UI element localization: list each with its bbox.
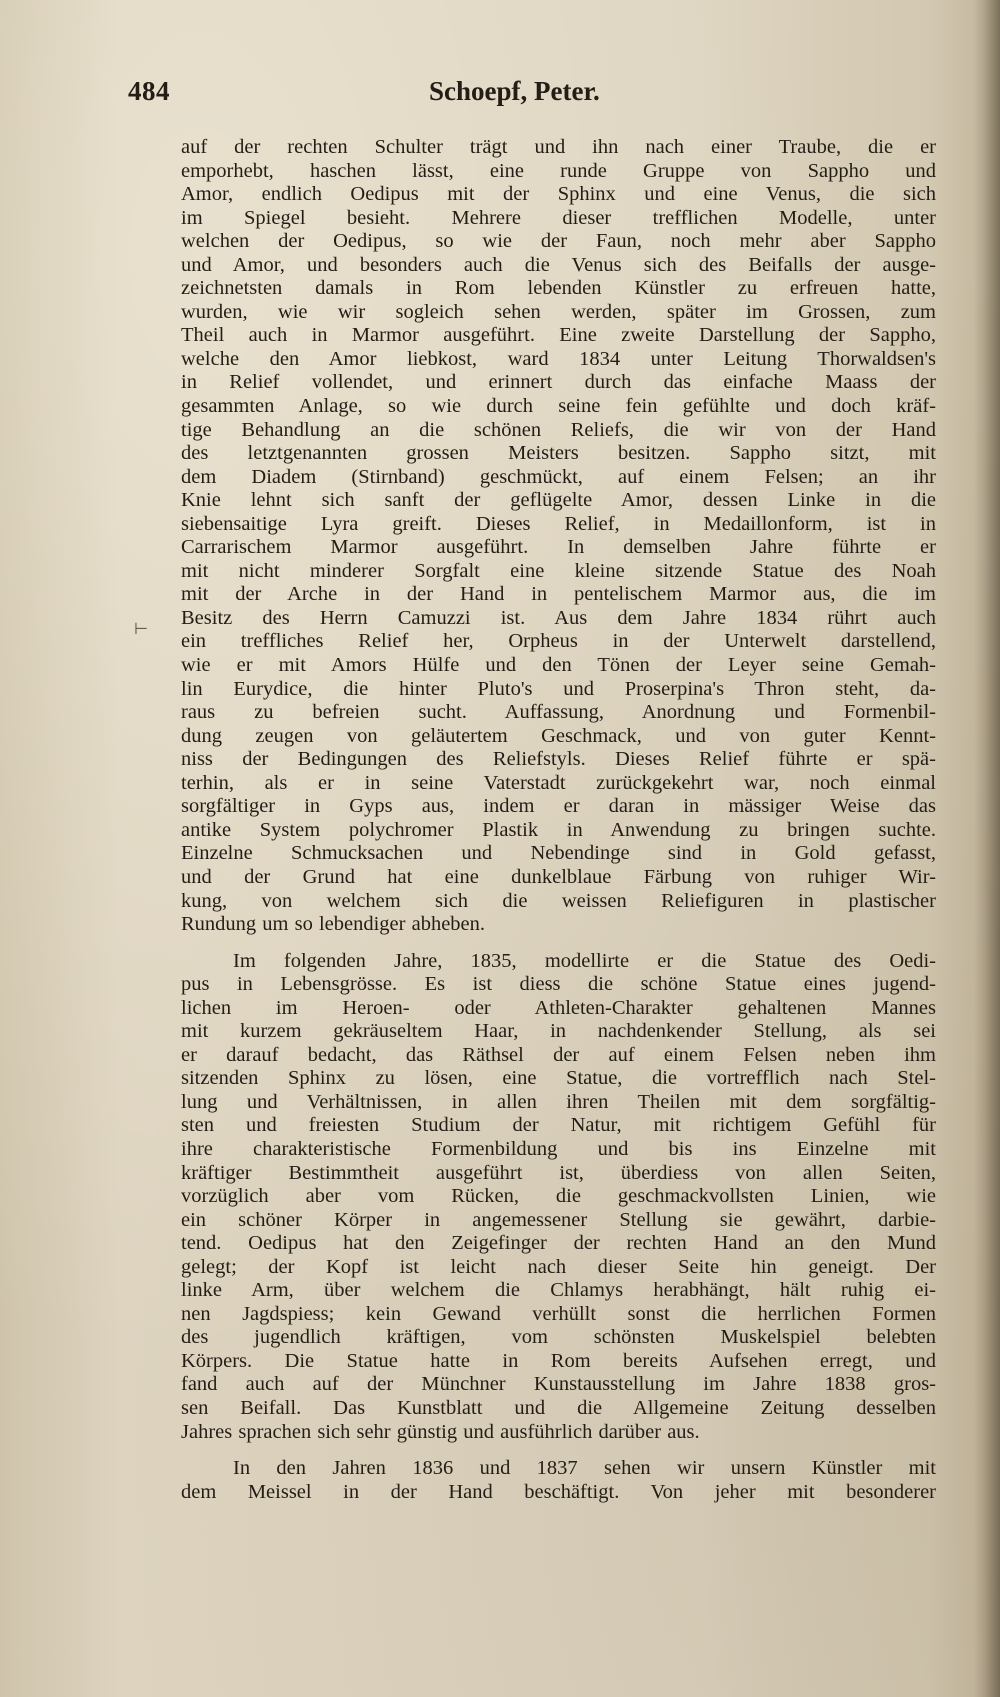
- text-line: auf der rechten Schulter trägt und ihn nach einer Traube, die er: [181, 136, 936, 158]
- text-line: tend. Oedipus hat den Zeigefinger der rechten Hand an den Mund: [181, 1232, 936, 1255]
- paragraph-gap: [181, 937, 936, 950]
- text-line: Carrarischem Marmor ausgeführt. In demselben Jahre führte er: [181, 536, 936, 559]
- paragraph-gap: [181, 1444, 936, 1457]
- text-line: mit der Arche in der Hand in pentelischem Marmor aus, die im: [181, 583, 936, 606]
- text-line: und der Grund hat eine dunkelblaue Färbung von ruhiger Wir-: [181, 865, 936, 888]
- text-line: terhin, als er in seine Vaterstadt zurückgekehrt war, noch einmal: [181, 771, 936, 794]
- text-line: emporhebt, haschen lässt, eine runde Gruppe von Sappho und: [181, 159, 936, 182]
- text-line: ein treffliches Relief her, Orpheus in der Unterwelt darstellend,: [181, 630, 936, 653]
- text-line: lung und Verhältnissen, in allen ihren Theilen mit dem sorgfältig-: [181, 1090, 936, 1113]
- text-line: Einzelne Schmucksachen und Nebendinge sind in Gold gefasst,: [181, 842, 936, 865]
- text-line: wie er mit Amors Hülfe und den Tönen der Leyer seine Gemah-: [181, 654, 936, 677]
- text-line: In den Jahren 1836 und 1837 sehen wir unsern Künstler mit: [233, 1457, 936, 1480]
- text-line: Besitz des Herrn Camuzzi ist. Aus dem Jahre 1834 rührt auch: [181, 606, 936, 629]
- text-line: wurden, wie wir sogleich sehen werden, später im Grossen, zum: [181, 300, 936, 323]
- text-line: tige Behandlung an die schönen Reliefs, die wir von der Hand: [181, 418, 936, 441]
- text-line: Theil auch in Marmor ausgeführt. Eine zweite Darstellung der Sappho,: [181, 324, 936, 347]
- text-line: gelegt; der Kopf ist leicht nach dieser Seite hin geneigt. Der: [181, 1255, 936, 1278]
- text-line: welchen der Oedipus, so wie der Faun, noch mehr aber Sappho: [181, 230, 936, 253]
- text-line: nen Jagdspiess; kein Gewand verhüllt sonst die herrlichen Formen: [181, 1302, 936, 1325]
- paragraph: [181, 950, 936, 1444]
- text-line: linke Arm, über welchem die Chlamys herabhängt, hält ruhig ei-: [181, 1279, 936, 1302]
- running-head: [128, 76, 908, 116]
- text-line: und Amor, und besonders auch die Venus sich des Beifalls der ausge-: [181, 253, 936, 276]
- text-line: gesammten Anlage, so wie durch seine fein gefühlte und doch kräf-: [181, 395, 936, 418]
- text-line: ein schöner Körper in angemessener Stellung sie gewährt, darbie-: [181, 1208, 936, 1231]
- text-line: kung, von welchem sich die weissen Reliefiguren in plastischer: [181, 889, 936, 912]
- page-number: 484: [128, 76, 170, 106]
- margin-mark: ⊢: [134, 619, 148, 638]
- text-line: sitzenden Sphinx zu lösen, eine Statue, die vortrefflich nach Stel-: [181, 1067, 936, 1090]
- text-line: lichen im Heroen- oder Athleten-Charakter gehaltenen Mannes: [181, 996, 936, 1019]
- text-line: dem Meissel in der Hand beschäftigt. Von jeher mit besonderer: [181, 1480, 936, 1503]
- body-text: [181, 136, 936, 1504]
- text-line: niss der Bedingungen des Reliefstyls. Dieses Relief führte er spä-: [181, 748, 936, 771]
- text-line: dem Diadem (Stirnband) geschmückt, auf einem Felsen; an ihr: [181, 465, 936, 488]
- running-title: Schoepf, Peter.: [429, 76, 600, 106]
- text-line: Rundung um so lebendiger abheben.: [181, 913, 486, 936]
- text-line: vorzüglich aber vom Rücken, die geschmackvollsten Linien, wie: [181, 1185, 936, 1208]
- text-line: raus zu befreien sucht. Auffassung, Anordnung und Formenbil-: [181, 701, 936, 724]
- text-line: sen Beifall. Das Kunstblatt und die Allgemeine Zeitung desselben: [181, 1396, 936, 1419]
- text-line: ihre charakteristische Formenbildung und bis ins Einzelne mit: [181, 1137, 936, 1160]
- text-line: in Relief vollendet, und erinnert durch das einfache Maass der: [181, 371, 936, 394]
- text-line: Knie lehnt sich sanft der geflügelte Amor, dessen Linke in die: [181, 489, 936, 512]
- text-line: Im folgenden Jahre, 1835, modellirte er die Statue des Oedi-: [233, 949, 936, 972]
- text-line: Amor, endlich Oedipus mit der Sphinx und eine Venus, die sich: [181, 183, 936, 206]
- text-line: siebensaitige Lyra greift. Dieses Relief, in Medaillonform, ist in: [181, 512, 936, 535]
- paragraph: [181, 136, 936, 937]
- text-line: des letztgenannten grossen Meisters besitzen. Sappho sitzt, mit: [181, 442, 936, 465]
- text-line: des jugendlich kräftigen, vom schönsten Muskelspiel belebten: [181, 1326, 936, 1349]
- text-line: mit nicht minderer Sorgfalt eine kleine sitzende Statue des Noah: [181, 559, 936, 582]
- text-line: im Spiegel besieht. Mehrere dieser trefflichen Modelle, unter: [181, 206, 936, 229]
- text-line: pus in Lebensgrösse. Es ist diess die schöne Statue eines jugend-: [181, 973, 936, 996]
- text-line: welche den Amor liebkost, ward 1834 unter Leitung Thorwaldsen's: [181, 347, 936, 370]
- text-line: zeichnetsten damals in Rom lebenden Künstler zu erfreuen hatte,: [181, 277, 936, 300]
- text-line: fand auch auf der Münchner Kunstausstellung im Jahre 1838 gros-: [181, 1373, 936, 1396]
- text-line: kräftiger Bestimmtheit ausgeführt ist, überdiess von allen Seiten,: [181, 1161, 936, 1184]
- text-line: mit kurzem gekräuseltem Haar, in nachdenkender Stellung, als sei: [181, 1020, 936, 1043]
- text-line: Körpers. Die Statue hatte in Rom bereits Aufsehen erregt, und: [181, 1349, 936, 1372]
- text-line: dung zeugen von geläutertem Geschmack, und von guter Kennt-: [181, 724, 936, 747]
- text-line: sorgfältiger in Gyps aus, indem er daran in mässiger Weise das: [181, 795, 936, 818]
- text-line: lin Eurydice, die hinter Pluto's und Proserpina's Thron steht, da-: [181, 677, 936, 700]
- paragraph: [181, 1457, 936, 1504]
- page-spine-shadow: [974, 0, 1000, 1697]
- text-line: sten und freiesten Studium der Natur, mit richtigem Gefühl für: [181, 1114, 936, 1137]
- text-line: Jahres sprachen sich sehr günstig und ausführlich darüber aus.: [181, 1420, 700, 1443]
- text-line: er darauf bedacht, das Räthsel der auf einem Felsen neben ihm: [181, 1043, 936, 1066]
- text-line: antike System polychromer Plastik in Anwendung zu bringen suchte.: [181, 818, 936, 841]
